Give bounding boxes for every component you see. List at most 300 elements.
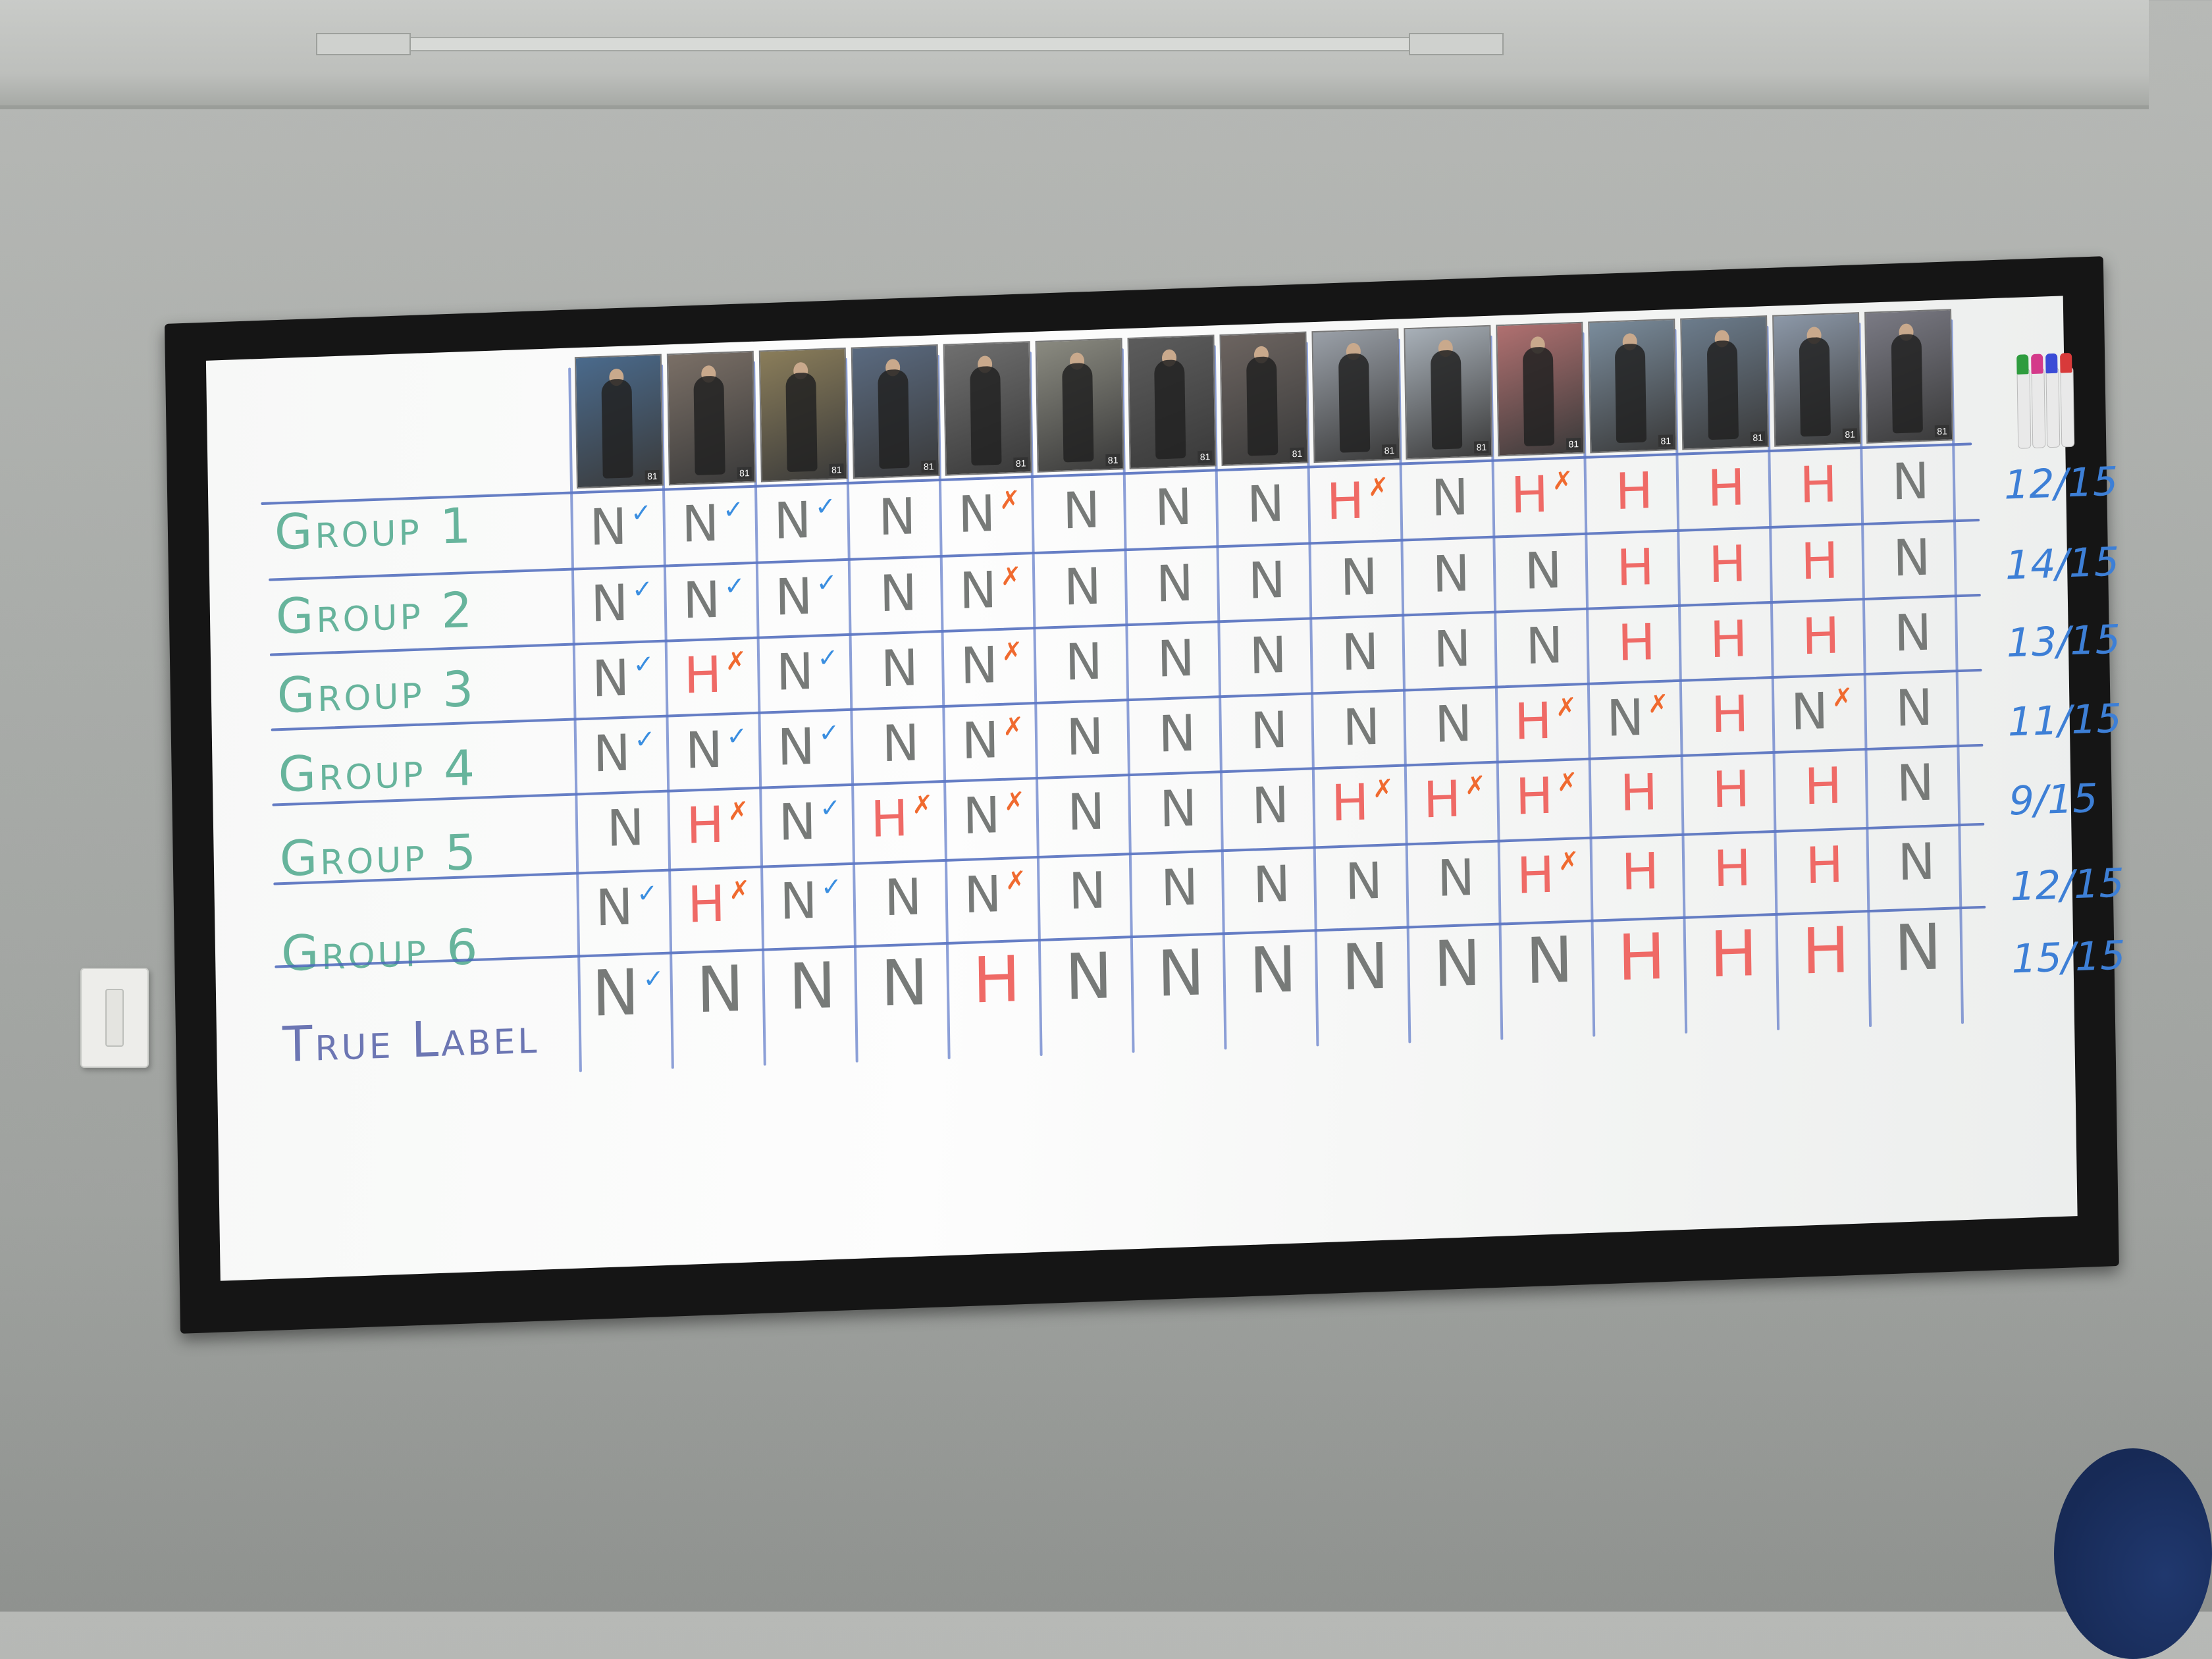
normal-mark: N <box>878 487 916 547</box>
normal-mark: N <box>1154 477 1193 537</box>
photo-person-figure <box>693 375 725 475</box>
hipster-mark: H <box>1709 916 1758 992</box>
normal-mark: N <box>1160 857 1199 918</box>
score-true-label: 15/15 <box>2011 932 2126 983</box>
cross-mark: ✗ <box>1372 774 1394 803</box>
normal-mark: N <box>1155 553 1194 614</box>
cross-mark: ✗ <box>1831 683 1853 712</box>
grid-cell <box>1591 532 1679 604</box>
normal-mark: N <box>1248 625 1288 685</box>
row-label-group-4: Group 4 <box>278 739 478 804</box>
hipster-mark: H <box>1330 772 1369 833</box>
grid-cell <box>1409 689 1498 760</box>
grid-cell <box>581 793 670 864</box>
grid-cell <box>1225 695 1313 766</box>
grid-cell <box>1687 754 1776 826</box>
grid-cell <box>764 636 852 708</box>
grid-cell <box>949 704 1037 776</box>
normal-mark: N <box>962 785 1001 845</box>
grid-cell <box>950 779 1038 851</box>
grid-cell <box>761 485 849 556</box>
hipster-mark: H <box>1423 769 1462 830</box>
photo-corner-tag: 81 <box>1474 441 1488 454</box>
photo-person-figure <box>970 366 1001 466</box>
photo-person-figure <box>1062 363 1093 463</box>
photo-person-figure <box>878 369 909 469</box>
grid-cell <box>1869 597 1957 669</box>
street-style-photo <box>1864 309 1953 444</box>
photo-corner-tag: 81 <box>830 463 844 476</box>
normal-mark: N <box>1892 527 1932 588</box>
hipster-mark: H <box>1516 845 1555 905</box>
grid-cell <box>1780 830 1868 901</box>
hipster-mark: H <box>972 942 1021 1018</box>
hipster-mark: H <box>683 645 722 705</box>
grid-cell <box>1686 679 1774 750</box>
grid-cell <box>1408 614 1496 685</box>
hipster-mark: H <box>1712 759 1751 820</box>
grid-cell <box>1502 685 1590 757</box>
cross-mark: ✗ <box>727 797 749 826</box>
marker-tray <box>2016 348 2077 449</box>
grid-cell <box>579 643 668 714</box>
check-mark: ✓ <box>814 492 837 521</box>
normal-mark: N <box>1525 922 1574 999</box>
normal-mark: N <box>1248 550 1286 610</box>
grid-cell <box>584 957 672 1029</box>
hipster-mark: H <box>1801 606 1841 666</box>
hipster-mark: H <box>1804 835 1844 895</box>
hipster-mark: H <box>1617 919 1666 995</box>
grid-cell <box>1132 623 1220 695</box>
grid-cell <box>1315 542 1403 614</box>
photo-corner-tag: 81 <box>1843 428 1857 440</box>
grid-cell <box>669 488 757 560</box>
grid-cell <box>1871 747 1959 819</box>
street-style-photo <box>1404 325 1492 460</box>
ceiling-soffit <box>0 0 2149 109</box>
grid-cell <box>858 783 946 855</box>
grid-cell <box>764 711 853 783</box>
normal-mark: N <box>1066 781 1105 842</box>
grid-cell <box>1683 529 1772 600</box>
normal-mark: N <box>880 638 919 698</box>
score-group-3: 13/15 <box>2006 616 2121 667</box>
normal-mark: N <box>773 490 812 550</box>
grid-cell <box>1774 449 1862 521</box>
grid-cell <box>1690 918 1778 990</box>
score-group-2: 14/15 <box>2005 539 2120 589</box>
score-group-6: 12/15 <box>2010 860 2125 910</box>
hipster-mark: H <box>687 874 726 934</box>
track-bracket-left <box>316 33 411 55</box>
normal-mark: N <box>1896 752 1935 813</box>
street-style-photo <box>667 351 756 486</box>
grid-cell <box>1045 941 1133 1013</box>
grid-cell <box>1039 551 1127 623</box>
normal-mark: N <box>963 864 1002 924</box>
normal-mark: N <box>882 713 920 774</box>
normal-mark: N <box>777 716 816 777</box>
normal-mark: N <box>1340 929 1390 1005</box>
normal-mark: N <box>1157 628 1196 689</box>
grid-cell <box>670 564 758 636</box>
hipster-mark: H <box>1710 684 1749 745</box>
normal-mark: N <box>1068 860 1107 921</box>
hipster-mark: H <box>1616 537 1655 598</box>
hipster-mark: H <box>1804 756 1843 816</box>
street-style-photo <box>1496 322 1585 457</box>
grid-cell <box>676 951 764 1028</box>
check-mark: ✓ <box>630 498 652 527</box>
grid-cell <box>1411 764 1499 835</box>
grid-cell <box>1040 626 1128 698</box>
normal-mark: N <box>959 560 997 621</box>
cross-mark: ✗ <box>1552 466 1573 496</box>
green-marker-cap <box>2016 354 2028 375</box>
grid-cell <box>948 629 1036 701</box>
normal-mark: N <box>590 573 629 633</box>
green-marker[interactable] <box>2016 368 2031 449</box>
photo-corner-tag: 81 <box>922 460 936 473</box>
grid-cell <box>1866 446 1955 517</box>
ceiling-track <box>316 37 1504 51</box>
normal-mark: N <box>776 641 814 702</box>
street-style-photo <box>851 344 940 479</box>
grid-cell <box>1314 465 1402 537</box>
check-mark: ✓ <box>724 571 746 601</box>
normal-mark: N <box>1246 473 1285 534</box>
grid-cell <box>1224 619 1312 691</box>
grid-cell <box>767 865 855 937</box>
check-mark: ✓ <box>722 495 745 525</box>
row-label-group-3: Group 3 <box>276 660 477 725</box>
photo-corner-tag: 81 <box>645 470 660 483</box>
hipster-mark: H <box>1621 841 1660 902</box>
grid-cell <box>951 858 1040 930</box>
grid-cell <box>1498 459 1587 531</box>
grid-cell <box>1043 855 1132 927</box>
score-group-5: 9/15 <box>2009 775 2098 825</box>
grid-cell <box>1407 539 1495 610</box>
photo-corner-tag: 81 <box>1658 434 1673 447</box>
normal-mark: N <box>1897 831 1936 892</box>
grid-cell <box>1594 682 1682 754</box>
grid-cell <box>1500 610 1589 682</box>
cross-mark: ✗ <box>999 486 1021 515</box>
grid-cell <box>1590 456 1678 527</box>
row-label-group-1: Group 1 <box>274 497 474 562</box>
photo-corner-tag: 81 <box>737 467 752 479</box>
grid-cell <box>947 554 1035 626</box>
grid-cell <box>1503 760 1591 832</box>
hipster-mark: H <box>1326 471 1365 531</box>
grid-cell <box>766 786 854 858</box>
grid-cell <box>1593 607 1681 679</box>
normal-mark: N <box>1524 540 1563 601</box>
normal-mark: N <box>1344 851 1383 911</box>
grid-cell <box>1131 548 1219 619</box>
grid-cell <box>1223 544 1311 616</box>
normal-mark: N <box>883 867 922 928</box>
grid-cell <box>1685 604 1773 675</box>
photo-person-figure <box>1707 340 1739 440</box>
normal-mark: N <box>606 797 645 858</box>
grid-cell <box>1406 462 1494 534</box>
normal-mark: N <box>589 496 628 557</box>
row-label-group-2: Group 2 <box>275 581 475 646</box>
blue-marker-cap <box>2045 354 2057 374</box>
check-mark: ✓ <box>643 964 664 993</box>
light-switch-plate[interactable] <box>80 968 149 1068</box>
grid-cell <box>860 947 949 1019</box>
normal-mark: N <box>685 720 724 780</box>
grid-cell <box>1042 776 1130 848</box>
cross-mark: ✗ <box>1005 866 1027 895</box>
hipster-mark: H <box>1510 464 1549 525</box>
grid-cell <box>673 789 762 861</box>
grid-cell <box>581 718 669 789</box>
grid-cell <box>953 944 1041 1016</box>
grid-cell <box>855 558 943 629</box>
check-mark: ✓ <box>631 575 654 604</box>
grid-cell <box>1317 692 1406 764</box>
photo-person-figure <box>1799 337 1831 437</box>
normal-mark: N <box>1790 681 1829 742</box>
street-style-photo <box>575 354 664 489</box>
street-style-photo <box>1772 312 1861 447</box>
hipster-mark: H <box>1620 762 1658 823</box>
grid-cell <box>1229 934 1317 1006</box>
photo-person-figure <box>1431 350 1462 450</box>
grid-cell <box>672 714 760 786</box>
normal-mark: N <box>1895 677 1934 738</box>
photo-person-figure <box>1338 353 1370 453</box>
cross-mark: ✗ <box>1002 712 1024 741</box>
person-sleeve <box>2054 1448 2212 1659</box>
grid-cell <box>1870 672 1959 744</box>
grid-cell <box>1682 452 1770 524</box>
grid-cell <box>768 948 856 1024</box>
normal-mark: N <box>880 945 929 1021</box>
grid-cell <box>1226 770 1315 841</box>
hipster-mark: H <box>1708 534 1747 594</box>
grid-cell <box>1874 912 1962 984</box>
grid-cell <box>578 567 666 639</box>
cross-mark: ✗ <box>1001 637 1023 666</box>
street-style-photo <box>943 341 1032 476</box>
hipster-mark: H <box>1801 913 1851 989</box>
normal-mark: N <box>1157 703 1197 764</box>
cross-mark: ✗ <box>1558 847 1579 876</box>
grid-cell <box>1778 675 1866 747</box>
grid-cell <box>1598 919 1686 995</box>
grid-cell <box>762 561 851 633</box>
check-mark: ✓ <box>636 879 658 908</box>
normal-mark: N <box>1891 451 1930 512</box>
street-style-photo <box>1219 331 1308 466</box>
grid-cell <box>1319 766 1407 838</box>
normal-mark: N <box>1525 616 1564 676</box>
grid-cell <box>1779 750 1868 822</box>
normal-mark: N <box>1432 543 1471 604</box>
grid-cell <box>583 872 671 943</box>
row-label-group-6: Group 6 <box>280 918 481 983</box>
check-mark: ✓ <box>633 650 654 679</box>
normal-mark: N <box>1251 775 1290 835</box>
light-switch-rocker[interactable] <box>105 989 124 1047</box>
grid-cell <box>1596 836 1685 908</box>
normal-mark: N <box>960 635 999 696</box>
cross-mark: ✗ <box>1464 771 1487 800</box>
normal-mark: N <box>1893 910 1942 986</box>
hipster-mark: H <box>685 795 725 855</box>
whiteboard-frame <box>165 256 2126 1334</box>
grid-cell <box>853 481 941 553</box>
normal-mark: N <box>1431 467 1469 527</box>
photo-person-figure <box>1154 359 1186 460</box>
normal-mark: N <box>1893 602 1932 663</box>
grid-cell <box>1776 525 1864 597</box>
red-marker-cap <box>2060 353 2072 373</box>
normal-mark: N <box>1434 693 1473 754</box>
normal-mark: N <box>594 877 634 937</box>
grid-cell <box>1038 475 1126 546</box>
cross-mark: ✗ <box>1647 689 1670 719</box>
check-mark: ✓ <box>817 643 839 673</box>
check-mark: ✓ <box>726 722 748 750</box>
street-style-photo <box>1128 334 1217 469</box>
hipster-mark: H <box>1515 766 1554 826</box>
cross-mark: ✗ <box>1003 787 1026 816</box>
hipster-mark: H <box>870 788 909 849</box>
normal-mark: N <box>1156 935 1205 1011</box>
cross-mark: ✗ <box>728 876 750 905</box>
grid-cell <box>1688 833 1776 905</box>
normal-mark: N <box>1063 556 1102 617</box>
row-label-group-5: Group 5 <box>279 824 479 888</box>
normal-mark: N <box>592 723 631 783</box>
normal-mark: N <box>682 569 721 630</box>
hipster-mark: H <box>1799 454 1838 515</box>
cross-mark: ✗ <box>1000 562 1022 591</box>
score-group-1: 12/15 <box>2003 458 2119 509</box>
photo-person-figure <box>601 379 633 479</box>
normal-mark: N <box>1250 700 1289 760</box>
street-style-photo <box>1680 315 1769 450</box>
normal-mark: N <box>1433 926 1482 1002</box>
grid-cell <box>1499 535 1587 607</box>
normal-mark: N <box>1436 847 1475 908</box>
grid-cell <box>1136 852 1224 924</box>
cross-mark: ✗ <box>725 646 747 675</box>
hipster-mark: H <box>1713 838 1752 899</box>
grid-cell <box>856 633 944 704</box>
grid-cell <box>1228 849 1316 920</box>
grid-cell <box>1320 845 1408 917</box>
normal-mark: N <box>1248 932 1298 1008</box>
hipster-mark: H <box>1800 531 1839 591</box>
normal-mark: N <box>1433 618 1472 679</box>
photo-corner-tag: 81 <box>1290 448 1305 460</box>
photo-corner-tag: 81 <box>1751 431 1765 444</box>
grid-cell <box>859 862 947 934</box>
whiteboard <box>206 296 2126 1280</box>
photo-person-figure <box>1246 356 1278 456</box>
red-marker[interactable] <box>2060 367 2074 448</box>
normal-mark: N <box>779 870 818 931</box>
normal-mark: N <box>957 484 996 544</box>
check-mark: ✓ <box>816 569 837 598</box>
photo-person-figure <box>1615 344 1646 444</box>
cross-mark: ✗ <box>1555 693 1577 722</box>
normal-mark: N <box>681 493 720 554</box>
normal-mark: N <box>1340 546 1379 607</box>
normal-mark: N <box>1606 687 1645 748</box>
grid-cell <box>1412 843 1500 914</box>
grid-cell <box>1595 757 1683 829</box>
photo-person-figure <box>785 372 817 472</box>
normal-mark: N <box>1340 621 1380 682</box>
street-style-photo <box>1036 338 1124 473</box>
normal-mark: N <box>777 791 817 852</box>
grid-cell <box>1868 522 1956 594</box>
grid-cell <box>1504 839 1593 911</box>
pink-marker-cap <box>2031 354 2043 374</box>
hipster-mark: H <box>1614 461 1654 521</box>
street-style-photo <box>1588 319 1677 454</box>
cross-mark: ✗ <box>1367 473 1389 502</box>
grid-cell <box>1321 931 1409 1003</box>
normal-mark: N <box>591 955 640 1031</box>
grid-cell <box>856 708 945 779</box>
normal-mark: N <box>1065 631 1103 692</box>
blue-marker[interactable] <box>2045 367 2060 448</box>
normal-mark: N <box>774 566 813 627</box>
normal-mark: N <box>1159 778 1198 839</box>
photo-corner-tag: 81 <box>1014 457 1028 469</box>
grid-cell <box>1872 826 1961 898</box>
grid-cell <box>1506 922 1594 999</box>
grid-cell <box>1130 471 1218 543</box>
grid-cell <box>675 868 763 940</box>
normal-mark: N <box>879 563 918 623</box>
check-mark: ✓ <box>818 718 840 748</box>
street-style-photo <box>759 348 848 483</box>
grid-cell <box>1137 937 1225 1009</box>
photo-corner-tag: 81 <box>1566 438 1581 450</box>
score-group-4: 11/15 <box>2007 695 2122 746</box>
grid-cell <box>1222 468 1310 540</box>
normal-mark: N <box>591 648 630 708</box>
normal-mark: N <box>788 948 837 1024</box>
check-mark: ✓ <box>820 872 843 902</box>
photo-person-figure <box>1523 346 1554 446</box>
hipster-mark: H <box>1706 458 1746 518</box>
photo-corner-tag: 81 <box>1382 444 1397 457</box>
hipster-mark: H <box>1617 612 1656 673</box>
grid-cell <box>577 491 665 563</box>
track-bracket-right <box>1409 33 1504 55</box>
photo-corner-tag: 81 <box>1198 451 1213 463</box>
grid-cell <box>672 639 760 711</box>
normal-mark: N <box>1252 854 1291 914</box>
grid-cell <box>1781 915 1870 987</box>
grid-cell <box>1041 701 1129 773</box>
normal-mark: N <box>1062 480 1101 540</box>
cross-mark: ✗ <box>1556 768 1579 797</box>
pink-marker[interactable] <box>2031 367 2045 448</box>
